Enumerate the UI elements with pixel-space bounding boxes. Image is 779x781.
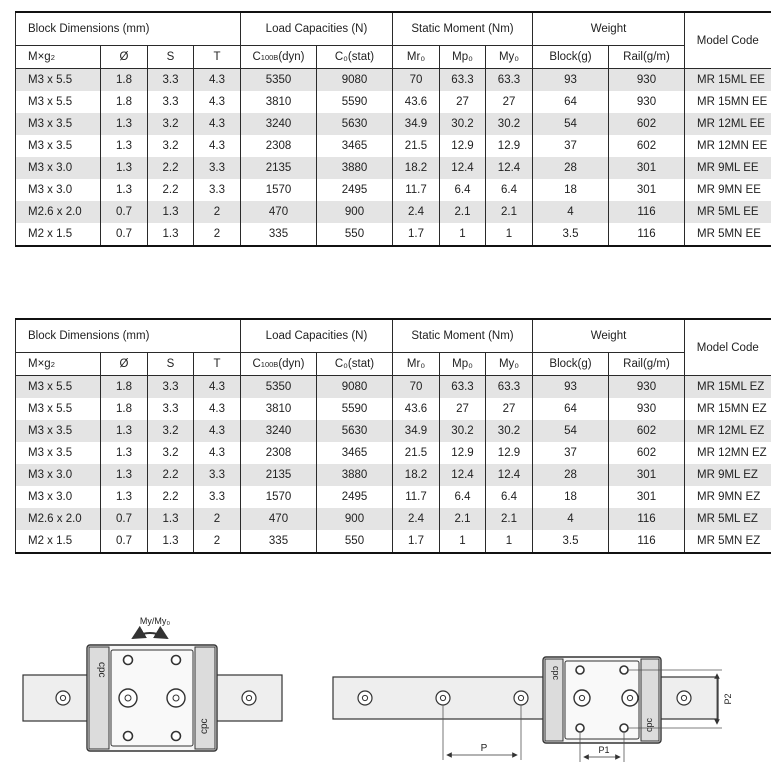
block-weight-header: Block(g) <box>533 46 609 69</box>
cell-code: MR 5ML EZ <box>685 508 771 530</box>
cell-t: 4.3 <box>194 376 241 399</box>
cell-c0: 900 <box>317 201 393 223</box>
cell-c0: 2495 <box>317 486 393 508</box>
cell-m: M3 x 3.5 <box>16 135 101 157</box>
block-dimensions-header: Block Dimensions (mm) <box>16 12 241 46</box>
table-row <box>16 69 771 92</box>
cell-rail: 930 <box>609 376 685 399</box>
static-moment-header: Static Moment (Nm) <box>393 319 533 353</box>
mounting-hole-icon <box>172 732 181 741</box>
cell-c: 3240 <box>241 113 317 135</box>
cell-c0: 9080 <box>317 69 393 92</box>
cell-my: 27 <box>486 91 533 113</box>
cell-rail: 930 <box>609 91 685 113</box>
cell-block: 18 <box>533 486 609 508</box>
table-row <box>16 201 771 223</box>
cell-code: MR 12ML EZ <box>685 420 771 442</box>
block-dimensions-header: Block Dimensions (mm) <box>16 319 241 353</box>
cell-rail: 301 <box>609 179 685 201</box>
cell-mr: 11.7 <box>393 179 440 201</box>
cell-c: 5350 <box>241 376 317 399</box>
cell-code: MR 12MN EZ <box>685 442 771 464</box>
moment-arrow-icon <box>133 633 167 638</box>
cell-d: 1.3 <box>101 135 148 157</box>
cell-m: M3 x 3.5 <box>16 420 101 442</box>
cell-block: 28 <box>533 157 609 179</box>
cell-mp: 63.3 <box>440 376 486 399</box>
c-dyn-header: C100B(dyn) <box>241 46 317 69</box>
table-row <box>16 135 771 157</box>
cell-block: 93 <box>533 376 609 399</box>
block-weight-header: Block(g) <box>533 353 609 376</box>
cell-c: 3810 <box>241 398 317 420</box>
dimension-p2-label: P2 <box>723 693 733 705</box>
cell-m: M2.6 x 2.0 <box>16 201 101 223</box>
cell-t: 3.3 <box>194 157 241 179</box>
cell-rail: 116 <box>609 508 685 530</box>
cell-s: 2.2 <box>148 179 194 201</box>
cell-m: M3 x 3.0 <box>16 179 101 201</box>
table-row <box>16 157 771 179</box>
rail-hole-icon <box>514 691 528 705</box>
weight-header: Weight <box>533 12 685 46</box>
my-header: My₀ <box>486 353 533 376</box>
cell-mp: 12.4 <box>440 157 486 179</box>
cell-rail: 602 <box>609 442 685 464</box>
cell-c0: 9080 <box>317 376 393 399</box>
cell-c0: 2495 <box>317 179 393 201</box>
cell-t: 4.3 <box>194 91 241 113</box>
cell-code: MR 15MN EZ <box>685 398 771 420</box>
cell-my: 30.2 <box>486 420 533 442</box>
table-row <box>16 486 771 508</box>
cell-s: 2.2 <box>148 157 194 179</box>
cell-d: 1.8 <box>101 398 148 420</box>
cell-code: MR 9MN EE <box>685 179 771 201</box>
cell-t: 4.3 <box>194 420 241 442</box>
cell-rail: 602 <box>609 135 685 157</box>
cell-c: 3810 <box>241 91 317 113</box>
cell-my: 1 <box>486 223 533 246</box>
cell-block: 3.5 <box>533 530 609 553</box>
cell-block: 54 <box>533 113 609 135</box>
dimension-p-label: P <box>480 743 488 754</box>
table-row <box>16 398 771 420</box>
cell-c0: 900 <box>317 508 393 530</box>
cell-c: 2135 <box>241 157 317 179</box>
cell-my: 2.1 <box>486 508 533 530</box>
table-row <box>16 530 771 553</box>
cell-t: 4.3 <box>194 113 241 135</box>
diameter-header: Ø <box>101 353 148 376</box>
cell-d: 1.3 <box>101 464 148 486</box>
cell-s: 1.3 <box>148 201 194 223</box>
cell-code: MR 15MN EE <box>685 91 771 113</box>
table-row <box>16 113 771 135</box>
cell-m: M2.6 x 2.0 <box>16 508 101 530</box>
mounting-hole-icon <box>124 656 133 665</box>
cell-m: M2 x 1.5 <box>16 530 101 553</box>
cell-c: 335 <box>241 223 317 246</box>
load-capacities-header: Load Capacities (N) <box>241 319 393 353</box>
cell-block: 4 <box>533 508 609 530</box>
cell-c0: 3465 <box>317 442 393 464</box>
cell-m: M3 x 3.5 <box>16 442 101 464</box>
cell-m: M3 x 3.0 <box>16 464 101 486</box>
my-header: My₀ <box>486 46 533 69</box>
cell-c0: 550 <box>317 530 393 553</box>
cell-s: 3.3 <box>148 69 194 92</box>
center-hole-icon <box>167 689 185 707</box>
cell-c: 1570 <box>241 179 317 201</box>
cell-s: 3.3 <box>148 398 194 420</box>
cell-d: 1.8 <box>101 91 148 113</box>
mounting-hole-icon <box>576 724 584 732</box>
cell-c0: 3465 <box>317 135 393 157</box>
spec-table-ee-body <box>16 69 771 247</box>
weight-header: Weight <box>533 319 685 353</box>
cell-s: 3.2 <box>148 135 194 157</box>
cell-block: 54 <box>533 420 609 442</box>
cell-c: 1570 <box>241 486 317 508</box>
cell-m: M3 x 5.5 <box>16 376 101 399</box>
mounting-hole-icon <box>620 666 628 674</box>
center-hole-icon <box>119 689 137 707</box>
cell-m: M3 x 5.5 <box>16 69 101 92</box>
cell-rail: 301 <box>609 486 685 508</box>
c0-stat-header: C₀(stat) <box>317 46 393 69</box>
right-guide-drawing <box>333 657 733 762</box>
cell-mr: 70 <box>393 69 440 92</box>
cell-s: 3.2 <box>148 420 194 442</box>
cell-t: 3.3 <box>194 464 241 486</box>
cell-m: M3 x 5.5 <box>16 91 101 113</box>
cell-c0: 5590 <box>317 398 393 420</box>
cell-my: 2.1 <box>486 201 533 223</box>
brand-logo: cpc <box>96 662 107 678</box>
table-row <box>16 464 771 486</box>
cell-c: 5350 <box>241 69 317 92</box>
cell-d: 1.8 <box>101 69 148 92</box>
cell-mr: 34.9 <box>393 113 440 135</box>
cell-d: 1.3 <box>101 179 148 201</box>
spec-table-ez-body <box>16 376 771 554</box>
cell-d: 0.7 <box>101 530 148 553</box>
mxg-header: M×g2 <box>16 46 101 69</box>
cell-my: 12.4 <box>486 157 533 179</box>
table-row <box>16 223 771 246</box>
cell-c: 2308 <box>241 442 317 464</box>
t-header: T <box>194 353 241 376</box>
cell-mp: 6.4 <box>440 486 486 508</box>
rail-hole-icon <box>358 691 372 705</box>
load-capacities-header: Load Capacities (N) <box>241 12 393 46</box>
cell-d: 1.3 <box>101 486 148 508</box>
center-hole-icon <box>622 690 638 706</box>
cell-c: 3240 <box>241 420 317 442</box>
cell-d: 1.3 <box>101 442 148 464</box>
cell-s: 3.3 <box>148 376 194 399</box>
cell-mp: 12.4 <box>440 464 486 486</box>
cell-s: 3.3 <box>148 91 194 113</box>
diameter-header: Ø <box>101 46 148 69</box>
cell-m: M3 x 3.5 <box>16 113 101 135</box>
cell-t: 3.3 <box>194 179 241 201</box>
cell-mp: 1 <box>440 530 486 553</box>
cell-block: 4 <box>533 201 609 223</box>
cell-code: MR 5MN EZ <box>685 530 771 553</box>
center-hole-icon <box>574 690 590 706</box>
cell-t: 2 <box>194 530 241 553</box>
cell-mr: 34.9 <box>393 420 440 442</box>
s-header: S <box>148 46 194 69</box>
cell-mr: 70 <box>393 376 440 399</box>
cell-mr: 2.4 <box>393 508 440 530</box>
mounting-hole-icon <box>620 724 628 732</box>
cell-s: 3.2 <box>148 113 194 135</box>
cell-c0: 3880 <box>317 157 393 179</box>
cell-rail: 116 <box>609 201 685 223</box>
c-dyn-header: C100B(dyn) <box>241 353 317 376</box>
rail-hole-icon <box>677 691 691 705</box>
left-guide-drawing <box>23 616 282 751</box>
cell-rail: 930 <box>609 398 685 420</box>
mp-header: Mp₀ <box>440 353 486 376</box>
mr-header: Mr₀ <box>393 353 440 376</box>
cell-my: 12.9 <box>486 442 533 464</box>
cell-code: MR 5ML EE <box>685 201 771 223</box>
cell-d: 0.7 <box>101 508 148 530</box>
cell-m: M2 x 1.5 <box>16 223 101 246</box>
cell-d: 0.7 <box>101 201 148 223</box>
cell-s: 1.3 <box>148 223 194 246</box>
cell-t: 2 <box>194 223 241 246</box>
cell-block: 64 <box>533 398 609 420</box>
brand-logo: cpc <box>551 666 561 681</box>
cell-c0: 550 <box>317 223 393 246</box>
mounting-hole-icon <box>172 656 181 665</box>
cell-s: 2.2 <box>148 464 194 486</box>
rail-hole-icon <box>242 691 256 705</box>
cell-t: 4.3 <box>194 442 241 464</box>
spec-table-ez <box>15 318 771 554</box>
cell-code: MR 5MN EE <box>685 223 771 246</box>
cell-c: 470 <box>241 201 317 223</box>
c0-stat-header: C₀(stat) <box>317 353 393 376</box>
cell-my: 6.4 <box>486 179 533 201</box>
cell-mp: 63.3 <box>440 69 486 92</box>
cell-c0: 5590 <box>317 91 393 113</box>
guide-drawings <box>0 600 779 778</box>
cell-block: 28 <box>533 464 609 486</box>
cell-rail: 301 <box>609 464 685 486</box>
cell-mr: 2.4 <box>393 201 440 223</box>
model-code-header: Model Code <box>685 12 771 69</box>
cell-mp: 6.4 <box>440 179 486 201</box>
table-row <box>16 91 771 113</box>
cell-rail: 930 <box>609 69 685 92</box>
mounting-hole-icon <box>576 666 584 674</box>
cell-block: 3.5 <box>533 223 609 246</box>
cell-rail: 602 <box>609 113 685 135</box>
cell-mp: 12.9 <box>440 135 486 157</box>
cell-code: MR 15ML EE <box>685 69 771 92</box>
cell-t: 4.3 <box>194 135 241 157</box>
cell-m: M3 x 3.0 <box>16 486 101 508</box>
cell-t: 4.3 <box>194 69 241 92</box>
cell-d: 1.3 <box>101 420 148 442</box>
cell-t: 2 <box>194 508 241 530</box>
mr-header: Mr₀ <box>393 46 440 69</box>
cell-mr: 21.5 <box>393 135 440 157</box>
mxg-header: M×g2 <box>16 353 101 376</box>
cell-mp: 1 <box>440 223 486 246</box>
cell-s: 1.3 <box>148 508 194 530</box>
cell-s: 1.3 <box>148 530 194 553</box>
cell-s: 2.2 <box>148 486 194 508</box>
rail-weight-header: Rail(g/m) <box>609 46 685 69</box>
cell-my: 27 <box>486 398 533 420</box>
mp-header: Mp₀ <box>440 46 486 69</box>
cell-s: 3.2 <box>148 442 194 464</box>
rail-hole-icon <box>436 691 450 705</box>
cell-d: 1.8 <box>101 376 148 399</box>
table-row <box>16 376 771 399</box>
cell-t: 4.3 <box>194 398 241 420</box>
cell-m: M3 x 5.5 <box>16 398 101 420</box>
cell-d: 0.7 <box>101 223 148 246</box>
cell-t: 3.3 <box>194 486 241 508</box>
table-row <box>16 442 771 464</box>
cell-my: 30.2 <box>486 113 533 135</box>
cell-mp: 27 <box>440 91 486 113</box>
cell-c0: 3880 <box>317 464 393 486</box>
cell-block: 37 <box>533 135 609 157</box>
cell-t: 2 <box>194 201 241 223</box>
cell-mr: 18.2 <box>393 157 440 179</box>
cell-mr: 11.7 <box>393 486 440 508</box>
cell-block: 93 <box>533 69 609 92</box>
cell-mr: 43.6 <box>393 91 440 113</box>
s-header: S <box>148 353 194 376</box>
cell-code: MR 12MN EE <box>685 135 771 157</box>
cell-c: 2308 <box>241 135 317 157</box>
cell-mp: 12.9 <box>440 442 486 464</box>
cell-c: 335 <box>241 530 317 553</box>
spec-table-ee <box>15 11 771 247</box>
cell-my: 6.4 <box>486 486 533 508</box>
cell-mr: 1.7 <box>393 223 440 246</box>
table-row <box>16 420 771 442</box>
cell-mp: 2.1 <box>440 508 486 530</box>
cell-mp: 27 <box>440 398 486 420</box>
mounting-hole-icon <box>124 732 133 741</box>
cell-rail: 116 <box>609 223 685 246</box>
cell-c: 2135 <box>241 464 317 486</box>
cell-c0: 5630 <box>317 420 393 442</box>
cell-c: 470 <box>241 508 317 530</box>
table-row <box>16 508 771 530</box>
cell-my: 12.4 <box>486 464 533 486</box>
t-header: T <box>194 46 241 69</box>
cell-mp: 2.1 <box>440 201 486 223</box>
cell-rail: 602 <box>609 420 685 442</box>
cell-mp: 30.2 <box>440 420 486 442</box>
dimension-p1-label: P1 <box>598 745 610 755</box>
cell-m: M3 x 3.0 <box>16 157 101 179</box>
cell-mr: 21.5 <box>393 442 440 464</box>
table-row <box>16 179 771 201</box>
cell-d: 1.3 <box>101 113 148 135</box>
cell-my: 1 <box>486 530 533 553</box>
cell-code: MR 15ML EZ <box>685 376 771 399</box>
cell-my: 63.3 <box>486 69 533 92</box>
cell-my: 63.3 <box>486 376 533 399</box>
cell-rail: 116 <box>609 530 685 553</box>
brand-logo: cpc <box>199 718 210 734</box>
cell-block: 37 <box>533 442 609 464</box>
cell-mp: 30.2 <box>440 113 486 135</box>
rail-hole-icon <box>56 691 70 705</box>
moment-label: My/My₀ <box>139 616 171 626</box>
cell-d: 1.3 <box>101 157 148 179</box>
static-moment-header: Static Moment (Nm) <box>393 12 533 46</box>
cell-code: MR 12ML EE <box>685 113 771 135</box>
cell-code: MR 9ML EE <box>685 157 771 179</box>
cell-mr: 18.2 <box>393 464 440 486</box>
cell-mr: 1.7 <box>393 530 440 553</box>
brand-logo: cpc <box>644 717 654 732</box>
cell-code: MR 9ML EZ <box>685 464 771 486</box>
cell-code: MR 9MN EZ <box>685 486 771 508</box>
cell-block: 18 <box>533 179 609 201</box>
cell-mr: 43.6 <box>393 398 440 420</box>
cell-c0: 5630 <box>317 113 393 135</box>
cell-block: 64 <box>533 91 609 113</box>
cell-my: 12.9 <box>486 135 533 157</box>
model-code-header: Model Code <box>685 319 771 376</box>
rail-weight-header: Rail(g/m) <box>609 353 685 376</box>
cell-rail: 301 <box>609 157 685 179</box>
